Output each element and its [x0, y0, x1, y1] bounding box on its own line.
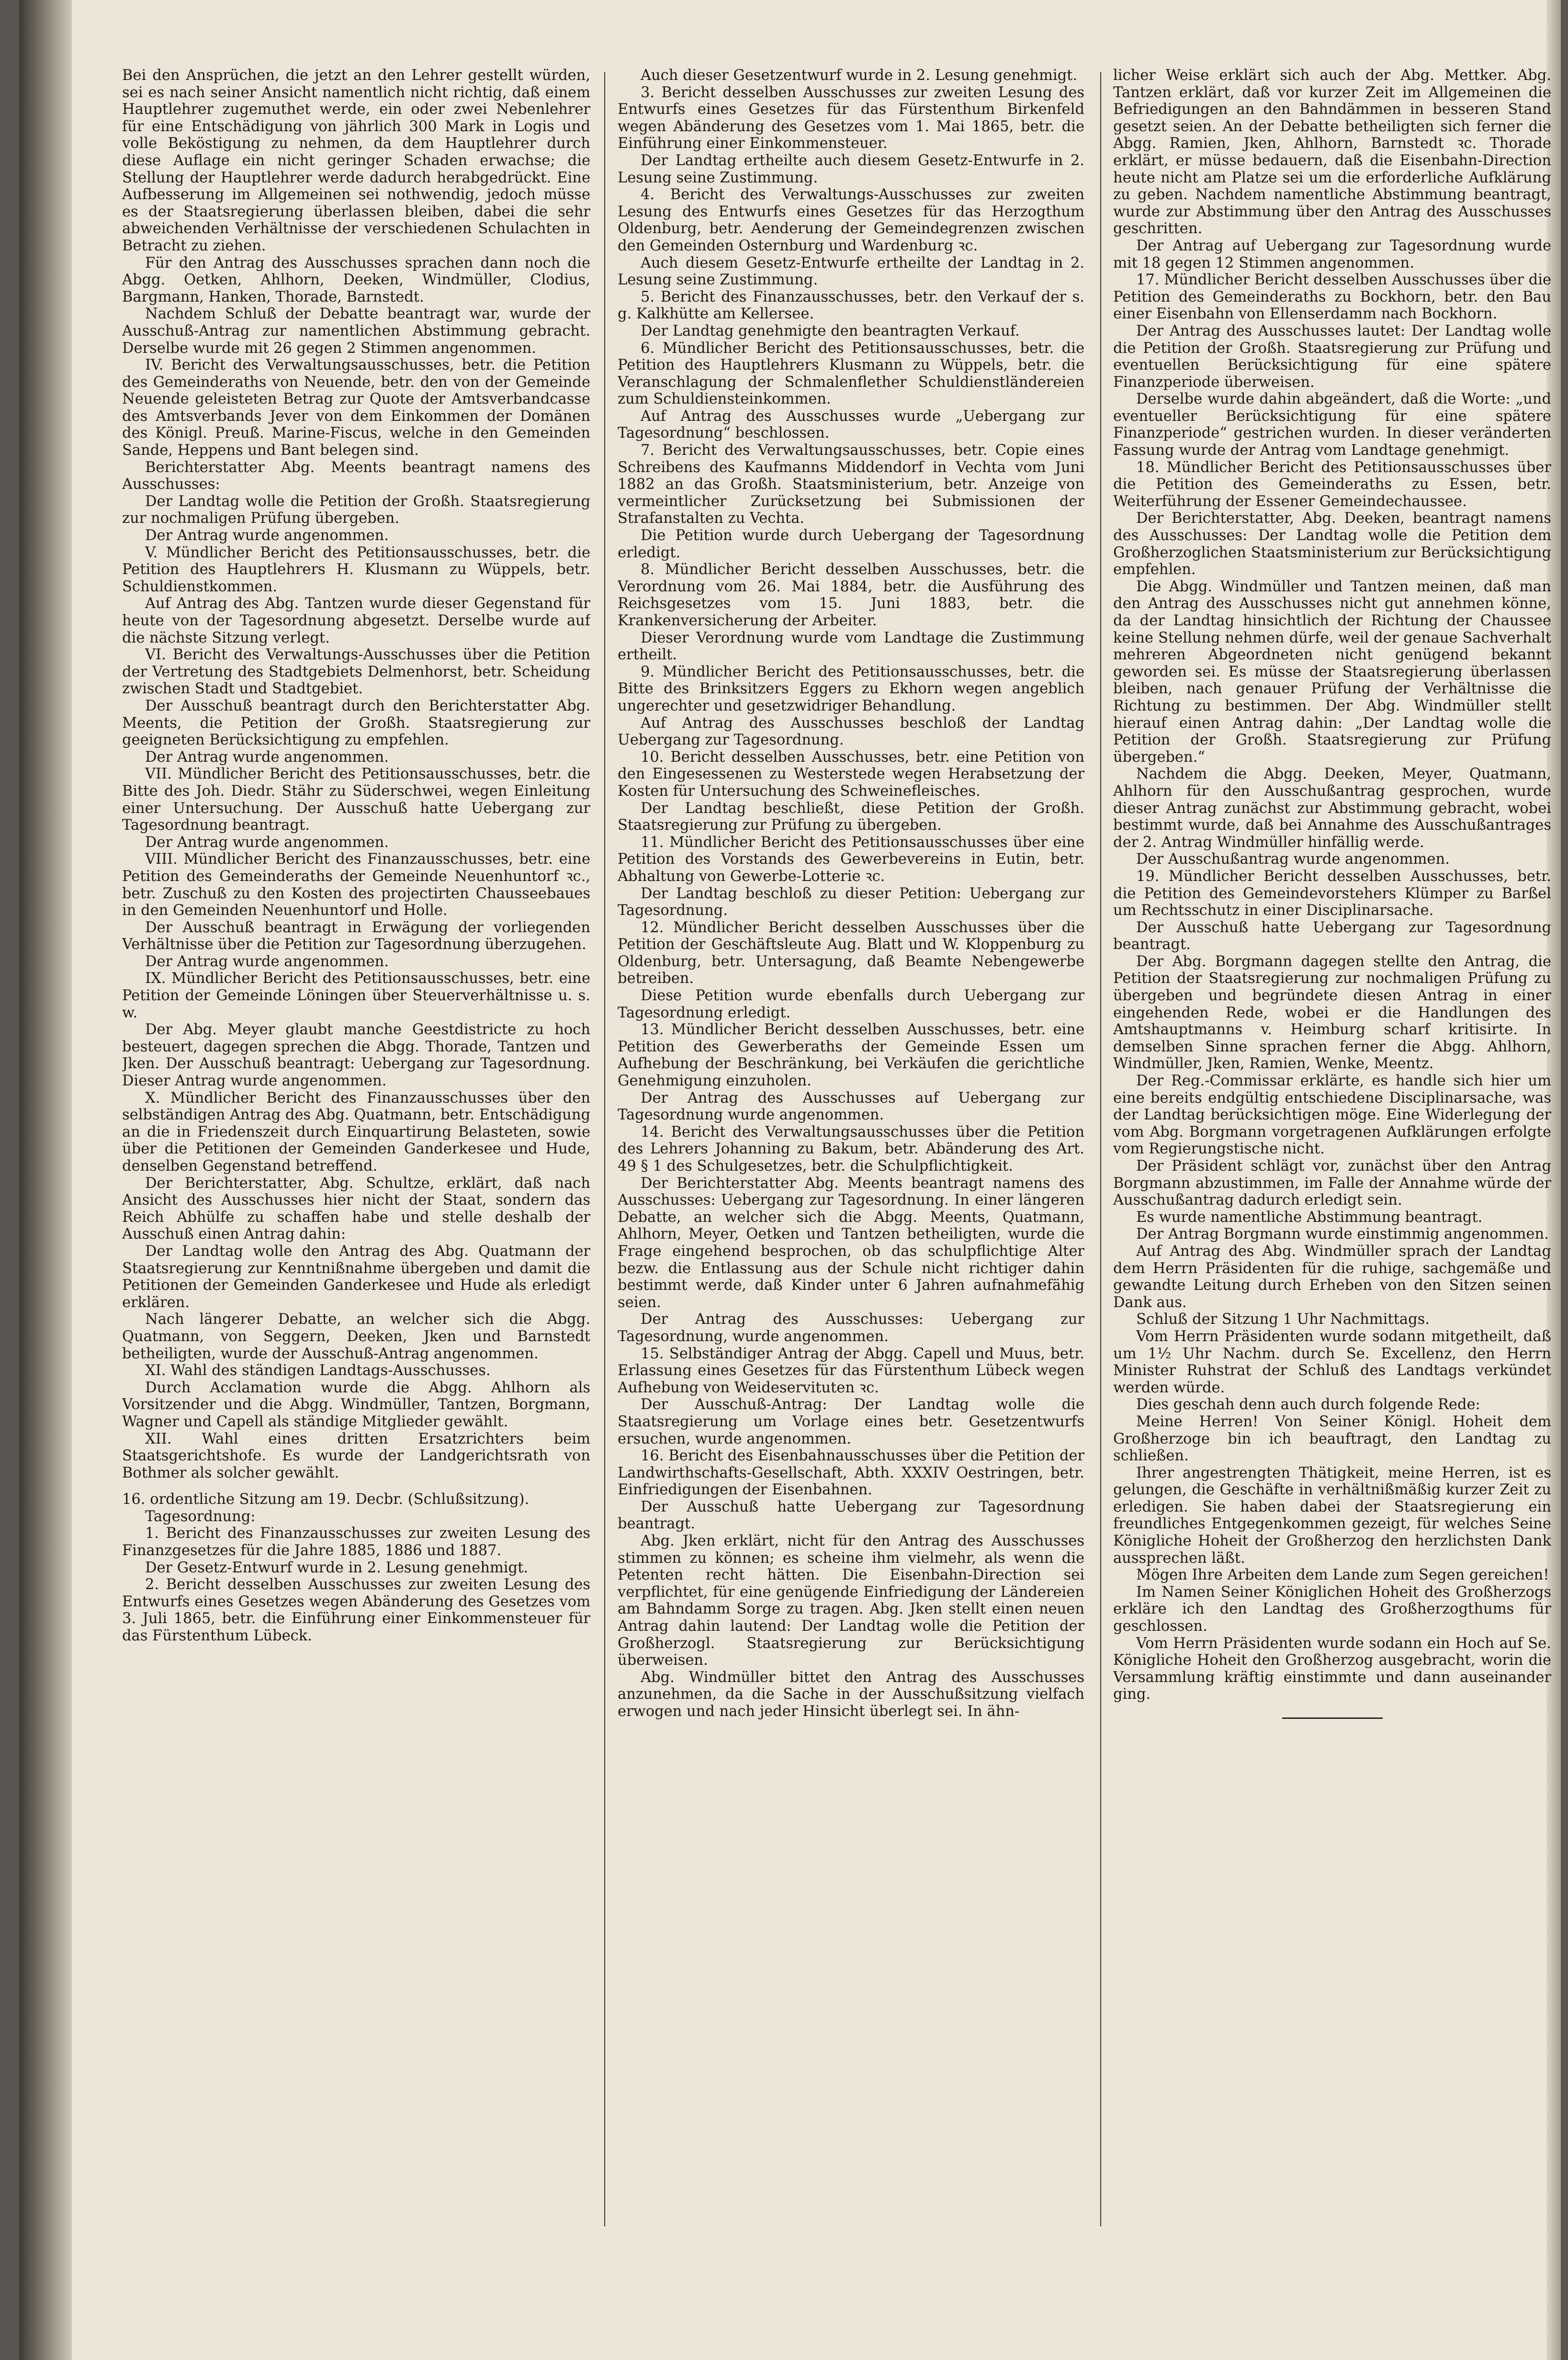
paragraph: Der Ausschußantrag wurde angenommen.	[1136, 851, 1450, 868]
paragraph: Der Antrag Borgmann wurde einstimmig angenommen.	[1136, 1226, 1549, 1243]
paragraph: Der Antrag des Ausschusses lautet: Der Landtag wolle die Petition der Großh. Staatsregierung zur Prüfung und eventuellen Berücksichtigung für eine spätere Finanzperiode überweisen.	[1113, 322, 1551, 391]
paragraph: VIII. Mündlicher Bericht des Finanzausschusses, betr. eine Petition des Gemeinderaths der Gemeinde Neuenhuntorf ꝛc., betr. Zuschuß zu den Kosten des projectirten Chausseebaues in den Gemeinden Neuenhuntorf und Holle.	[122, 851, 590, 919]
paragraph: Nachdem die Abgg. Deeken, Meyer, Quatmann, Ahlhorn für den Ausschußantrag gesprochen, wurde dieser Antrag zunächst zur Abstimmung gebracht, wobei bestimmt wurde, daß bei Annahme des Ausschußantrages der 2. Antrag Windmüller hinfällig werde.	[1113, 766, 1551, 851]
paragraph: Dieser Verordnung wurde vom Landtage die Zustimmung ertheilt.	[618, 629, 1084, 664]
paragraph: Der Antrag wurde angenommen.	[145, 953, 389, 970]
paragraph: 12. Mündlicher Bericht desselben Ausschusses über die Petition der Geschäftsleute Aug. Blatt und W. Kloppenburg zu Oldenburg, betr. Untersagung, daß Beamte Nebengewerbe betreiben.	[618, 919, 1084, 987]
paragraph: Der Präsident schlägt vor, zunächst über den Antrag Borgmann abzustimmen, im Falle der Annahme würde der Ausschußantrag dadurch erledigt sein.	[1113, 1158, 1551, 1209]
paragraph: Im Namen Seiner Königlichen Hoheit des Großherzogs erkläre ich den Landtag des Großherzogthums für geschlossen.	[1113, 1583, 1551, 1635]
paragraph: Abg. Jken erklärt, nicht für den Antrag des Ausschusses stimmen zu können; es scheine ihm vielmehr, als wenn die Petenten recht hätten. Die Eisenbahn-Direction sei verpflichtet, für eine genügende Einfriedigung der Ländereien am Bahndamm Sorge zu tragen. Abg. Jken stellt einen neuen Antrag dahin lautend: Der Landtag wolle die Petition der Großherzogl. Staatsregierung zur Berücksichtigung überweisen.	[618, 1533, 1084, 1669]
paragraph: Vom Herrn Präsidenten wurde sodann ein Hoch auf Se. Königliche Hoheit den Großherzog ausgebracht, worin die Versammlung kräftig einstimmte und dann auseinander ging.	[1113, 1635, 1551, 1703]
paragraph: Dies geschah denn auch durch folgende Rede:	[1136, 1396, 1480, 1413]
column-divider	[604, 72, 605, 2226]
paragraph: Der Antrag des Ausschusses: Uebergang zur Tagesordnung, wurde angenommen.	[618, 1311, 1084, 1345]
paragraph: Der Ausschuß beantragt durch den Berichterstatter Abg. Meents, die Petition der Großh. Staatsregierung zur geeigneten Berücksichtigung zu empfehlen.	[122, 697, 590, 749]
paragraph: Auf Antrag des Abg. Windmüller sprach der Landtag dem Herrn Präsidenten für die ruhige, sachgemäße und gewandte Leitung durch Erheben von den Sitzen seinen Dank aus.	[1113, 1242, 1551, 1311]
text-column-1	[122, 67, 590, 2279]
paragraph: 1. Bericht des Finanzausschusses zur zweiten Lesung des Finanzgesetzes für die Jahre 1885, 1886 und 1887.	[122, 1525, 590, 1559]
paragraph: Auch dieser Gesetzentwurf wurde in 2. Lesung genehmigt.	[641, 67, 1078, 84]
paragraph: XI. Wahl des ständigen Landtags-Ausschusses.	[145, 1362, 491, 1379]
paragraph: VII. Mündlicher Bericht des Petitionsausschusses, betr. die Bitte des Joh. Diedr. Stähr zu Süderschwei, wegen Einleitung einer Untersuchung. Der Ausschuß hatte Uebergang zur Tagesordnung beantragt.	[122, 766, 590, 834]
column-divider	[1100, 72, 1101, 2226]
paragraph: 11. Mündlicher Bericht des Petitionsausschusses über eine Petition des Vorstands des Gewerbevereins in Eutin, betr. Abhaltung von Gewerbe-Lotterie ꝛc.	[618, 834, 1084, 885]
paragraph: Diese Petition wurde ebenfalls durch Uebergang zur Tagesordnung erledigt.	[618, 987, 1084, 1021]
paragraph: Die Petition wurde durch Uebergang der Tagesordnung erledigt.	[618, 527, 1084, 561]
paragraph: Der Ausschuß-Antrag: Der Landtag wolle die Staatsregierung um Vorlage eines betr. Gesetzentwurfs ersuchen, wurde angenommen.	[618, 1396, 1084, 1447]
paragraph: VI. Bericht des Verwaltungs-Ausschusses über die Petition der Vertretung des Stadtgebiets Delmenhorst, betr. Scheidung zwischen Stadt und Stadtgebiet.	[122, 646, 590, 698]
paragraph: Die Abgg. Windmüller und Tantzen meinen, daß man den Antrag des Ausschusses nicht gut annehmen könne, da der Landtag hinsichtlich der Richtung der Chaussee keine Stellung nehmen dürfe, weil der genaue Sachverhalt mehreren Abgeordneten nicht genügend bekannt geworden sei. Es müsse der Staatsregierung überlassen bleiben, nach genauer Prüfung der Verhältnisse die Richtung zu bestimmen. Der Abg. Windmüller stellt hierauf einen Antrag dahin: „Der Landtag wolle die Petition der Großh. Staatsregierung zur Prüfung übergeben.“	[1113, 578, 1551, 766]
newspaper-page	[19, 0, 1561, 2360]
paragraph: 15. Selbständiger Antrag der Abgg. Capell und Muus, betr. Erlassung eines Gesetzes für das Fürstenthum Lübeck wegen Aufhebung von Weideservituten ꝛc.	[618, 1345, 1084, 1396]
paragraph: Der Antrag wurde angenommen.	[145, 748, 389, 766]
paragraph: 14. Bericht des Verwaltungsausschusses über die Petition des Lehrers Johanning zu Bakum, betr. Abänderung des Art. 49 § 1 des Schulgesetzes, betr. die Schulpflichtigkeit.	[618, 1123, 1084, 1174]
paragraph: 5. Bericht des Finanzausschusses, betr. den Verkauf der s. g. Kalkhütte am Kellersee.	[618, 288, 1084, 323]
paragraph: Der Landtag beschloß zu dieser Petition: Uebergang zur Tagesordnung.	[618, 885, 1084, 919]
paragraph: 7. Bericht des Verwaltungsausschusses, betr. Copie eines Schreibens des Kaufmanns Middendorf in Vechta vom Juni 1882 an das Großh. Staatsministerium, betr. Anzeige von vermeintlicher Zurücksetzung bei Submissionen der Strafanstalten zu Vechta.	[618, 442, 1084, 527]
text-column-2	[618, 67, 1084, 2279]
text-column-3	[1113, 67, 1551, 2279]
paragraph: Nach längerer Debatte, an welcher sich die Abgg. Quatmann, von Seggern, Deeken, Jken und Barnstedt betheiligten, wurde der Ausschuß-Antrag angenommen.	[122, 1311, 590, 1362]
paragraph: X. Mündlicher Bericht des Finanzausschusses über den selbständigen Antrag des Abg. Quatmann, betr. Entschädigung an die in Friedenszeit durch Einquartirung Belasteten, sowie über die Petitionen der Gemeinden Ganderkesee und Hude, denselben Gegenstand betreffend.	[122, 1089, 590, 1174]
paragraph: 8. Mündlicher Bericht desselben Ausschusses, betr. die Verordnung vom 26. Mai 1884, betr. die Ausführung des Reichsgesetzes vom 15. Juni 1883, betr. die Krankenversicherung der Arbeiter.	[618, 561, 1084, 629]
paragraph: Derselbe wurde dahin abgeändert, daß die Worte: „und eventueller Berücksichtigung für eine spätere Finanzperiode“ gestrichen wurden. In dieser veränderten Fassung wurde der Antrag vom Landtage genehmigt.	[1113, 391, 1551, 459]
paragraph: Auf Antrag des Ausschusses beschloß der Landtag Uebergang zur Tagesordnung.	[618, 714, 1084, 749]
paragraph: 4. Bericht des Verwaltungs-Ausschusses zur zweiten Lesung des Entwurfs eines Gesetzes für das Herzogthum Oldenburg, betr. Aenderung der Gemeindegrenzen zwischen den Gemeinden Osternburg und Wardenburg ꝛc.	[618, 186, 1084, 254]
paragraph: Vom Herrn Präsidenten wurde sodann mitgetheilt, daß um 1½ Uhr Nachm. durch Se. Excellenz, den Herrn Minister Ruhstrat der Schluß des Landtags verkündet werden würde.	[1113, 1328, 1551, 1396]
paragraph: 10. Bericht desselben Ausschusses, betr. eine Petition von den Eingesessenen zu Westerstede wegen Herabsetzung der Kosten für Untersuchung des Schweinefleisches.	[618, 748, 1084, 800]
paragraph: Der Berichterstatter, Abg. Deeken, beantragt namens des Ausschusses: Der Landtag wolle die Petition dem Großherzoglichen Staatsministerium zur Berücksichtigung empfehlen.	[1113, 510, 1551, 578]
paragraph: Der Gesetz-Entwurf wurde in 2. Lesung genehmigt.	[145, 1559, 529, 1576]
paragraph: Auf Antrag des Abg. Tantzen wurde dieser Gegenstand für heute von der Tagesordnung abgesetzt. Derselbe wurde auf die nächste Sitzung verlegt.	[122, 595, 590, 646]
paragraph: XII. Wahl eines dritten Ersatzrichters beim Staatsgerichtshofe. Es wurde der Landgerichtsrath von Bothmer als solcher gewählt.	[122, 1430, 590, 1481]
paragraph: Der Ausschuß beantragt in Erwägung der vorliegenden Verhältnisse über die Petition zur Tagesordnung überzugehen.	[122, 919, 590, 953]
paragraph: Der Berichterstatter, Abg. Schultze, erklärt, daß nach Ansicht des Ausschusses hier nicht der Staat, sondern das Reich Abhülfe zu schaffen habe und stelle deshalb der Ausschuß einen Antrag dahin:	[122, 1174, 590, 1243]
paragraph: IX. Mündlicher Bericht des Petitionsausschusses, betr. eine Petition der Gemeinde Löningen über Steuerverhältnisse u. s. w.	[122, 970, 590, 1021]
paragraph: 18. Mündlicher Bericht des Petitionsausschusses über die Petition des Gemeinderaths zu Essen, betr. Weiterführung der Essener Gemeindechaussee.	[1113, 459, 1551, 510]
paragraph: Meine Herren! Von Seiner Königl. Hoheit dem Großherzoge bin ich beauftragt, den Landtag zu schließen.	[1113, 1413, 1551, 1465]
paragraph: V. Mündlicher Bericht des Petitionsausschusses, betr. die Petition des Hauptlehrers H. Klusmann zu Wüppels, betr. Schuldienstkommen.	[122, 544, 590, 595]
paragraph: Auf Antrag des Ausschusses wurde „Uebergang zur Tagesordnung“ beschlossen.	[618, 407, 1084, 442]
paragraph: 19. Mündlicher Bericht desselben Ausschusses, betr. die Petition des Gemeindevorstehers Klümper zu Barßel um Rechtsschutz in einer Disciplinarsache.	[1113, 868, 1551, 919]
paragraph: 17. Mündlicher Bericht desselben Ausschusses über die Petition des Gemeinderaths zu Bockhorn, betr. den Bau einer Eisenbahn von Ellenserdamm nach Bockhorn.	[1113, 271, 1551, 323]
paragraph: Abg. Windmüller bittet den Antrag des Ausschusses anzunehmen, da die Sache in der Ausschußsitzung vielfach erwogen und nach jeder Hinsicht überlegt sei. In ähn-	[618, 1669, 1084, 1720]
paragraph: Der Landtag wolle die Petition der Großh. Staatsregierung zur nochmaligen Prüfung übergeben.	[122, 493, 590, 527]
paragraph: Der Antrag auf Uebergang zur Tagesordnung wurde mit 18 gegen 12 Stimmen angenommen.	[1113, 237, 1551, 271]
paragraph: Tagesordnung:	[145, 1508, 256, 1525]
paragraph: Auch diesem Gesetz-Entwurfe ertheilte der Landtag in 2. Lesung seine Zustimmung.	[618, 254, 1084, 289]
paragraph: Ihrer angestrengten Thätigkeit, meine Herren, ist es gelungen, die Geschäfte in verhältnißmäßig kurzer Zeit zu erledigen. Sie haben dabei der Staatsregierung ein freundliches Entgegenkommen gezeigt, für welches Seine Königliche Hoheit der Großherzog den herzlichsten Dank aussprechen läßt.	[1113, 1464, 1551, 1567]
paragraph: Es wurde namentliche Abstimmung beantragt.	[1136, 1208, 1483, 1226]
paragraph: 16. ordentliche Sitzung am 19. Decbr. (Schlußsitzung).	[122, 1491, 530, 1508]
paragraph: Der Ausschuß hatte Uebergang zur Tagesordnung beantragt.	[618, 1498, 1084, 1533]
paragraph: Der Abg. Borgmann dagegen stellte den Antrag, die Petition der Staatsregierung zur nochmaligen Prüfung zu übergeben und begründete diesen Antrag in einer eingehenden Rede, wobei er die Handlungen des Amtshauptmanns v. Heimburg scharf kritisirte. In demselben Sinne sprachen ferner die Abgg. Ahlhorn, Windmüller, Jken, Ramien, Wenke, Meentz.	[1113, 953, 1551, 1073]
paragraph: Der Antrag wurde angenommen.	[145, 834, 389, 851]
end-rule	[1282, 1717, 1383, 1719]
paragraph: Nachdem Schluß der Debatte beantragt war, wurde der Ausschuß-Antrag zur namentlichen Abstimmung gebracht. Derselbe wurde mit 26 gegen 2 Stimmen angenommen.	[122, 305, 590, 357]
book-binding-edge	[19, 0, 72, 2360]
paragraph: Der Berichterstatter Abg. Meents beantragt namens des Ausschusses: Uebergang zur Tagesordnung. In einer längeren Debatte, an welcher sich die Abgg. Meents, Quatmann, Ahlhorn, Meyer, Oetken und Tantzen betheiligten, wurde die Frage eingehend besprochen, ob das schulpflichtige Alter bezw. die Entlassung aus der Schule nicht richtiger dahin bestimmt werde, daß Kinder unter 6 Jahren aufnahmefähig seien.	[618, 1174, 1084, 1311]
paragraph: Mögen Ihre Arbeiten dem Lande zum Segen gereichen!	[1136, 1567, 1549, 1584]
paragraph: Der Landtag wolle den Antrag des Abg. Quatmann der Staatsregierung zur Kenntnißnahme übergeben und damit die Petitionen der Gemeinden Ganderkesee und Hude als erledigt erklären.	[122, 1242, 590, 1311]
paragraph: Der Antrag des Ausschusses auf Uebergang zur Tagesordnung wurde angenommen.	[618, 1089, 1084, 1124]
paragraph: Durch Acclamation wurde die Abgg. Ahlhorn als Vorsitzender und die Abgg. Windmüller, Tantzen, Borgmann, Wagner und Capell als ständige Mitglieder gewählt.	[122, 1379, 590, 1430]
paragraph: Bei den Ansprüchen, die jetzt an den Lehrer gestellt würden, sei es nach seiner Ansicht namentlich nicht richtig, daß einem Hauptlehrer zugemuthet werde, ein oder zwei Nebenlehrer für eine Entschädigung von jährlich 300 Mark in Logis und volle Beköstigung zu nehmen, da dem Hauptlehrer durch diese Auflage ein nicht geringer Schaden erwachse; die Stellung der Hauptlehrer werde dadurch herabgedrückt. Eine Aufbesserung im Allgemeinen sei nothwendig, jedoch müsse es der Staatsregierung überlassen bleiben, dabei die sehr abweichenden Verhältnisse der verschiedenen Schulachten in Betracht zu ziehen.	[122, 67, 590, 254]
paragraph: Berichterstatter Abg. Meents beantragt namens des Ausschusses:	[122, 459, 590, 493]
paragraph: Der Landtag ertheilte auch diesem Gesetz-Entwurfe in 2. Lesung seine Zustimmung.	[618, 152, 1084, 186]
paragraph: Der Abg. Meyer glaubt manche Geestdistricte zu hoch besteuert, dagegen sprechen die Abgg. Thorade, Tantzen und Jken. Der Ausschuß beantragt: Uebergang zur Tagesordnung. Dieser Antrag wurde angenommen.	[122, 1021, 590, 1090]
paragraph: Der Reg.-Commissar erklärte, es handle sich hier um eine bereits endgültig entschiedene Disciplinarsache, was der Landtag berücksichtigen möge. Eine Widerlegung der vom Abg. Borgmann vorgetragenen Aufklärungen erfolgte vom Regierungstische nicht.	[1113, 1073, 1551, 1158]
paragraph: 3. Bericht desselben Ausschusses zur zweiten Lesung des Entwurfs eines Gesetzes für das Fürstenthum Birkenfeld wegen Abänderung des Gesetzes vom 1. Mai 1865, betr. die Einführung einer Einkommensteuer.	[618, 84, 1084, 152]
paragraph: Schluß der Sitzung 1 Uhr Nachmittags.	[1136, 1311, 1430, 1328]
paragraph: 16. Bericht des Eisenbahnausschusses über die Petition der Landwirthschafts-Gesellschaft, Abth. XXXIV Oestringen, betr. Einfriedigungen der Eisenbahnen.	[618, 1447, 1084, 1499]
paragraph: 2. Bericht desselben Ausschusses zur zweiten Lesung des Entwurfs eines Gesetzes wegen Abänderung des Gesetzes vom 3. Juli 1865, betr. die Einführung einer Einkommensteuer für das Fürstenthum Lübeck.	[122, 1576, 590, 1645]
paragraph: Der Landtag genehmigte den beantragten Verkauf.	[641, 322, 1020, 339]
paragraph: Der Landtag beschließt, diese Petition der Großh. Staatsregierung zur Prüfung zu übergeben.	[618, 800, 1084, 834]
paragraph: Der Ausschuß hatte Uebergang zur Tagesordnung beantragt.	[1113, 919, 1551, 953]
paragraph: Der Antrag wurde angenommen.	[145, 527, 389, 544]
paragraph: Für den Antrag des Ausschusses sprachen dann noch die Abgg. Oetken, Ahlhorn, Deeken, Windmüller, Clodius, Bargmann, Hanken, Thorade, Barnstedt.	[122, 254, 590, 305]
paragraph: 13. Mündlicher Bericht desselben Ausschusses, betr. eine Petition des Gewerberaths der Gemeinde Essen um Aufhebung der Beschränkung, bei Verkäufen die gerichtliche Genehmigung einzuholen.	[618, 1021, 1084, 1090]
paragraph: 6. Mündlicher Bericht des Petitionsausschusses, betr. die Petition des Hauptlehrers Klusmann zu Wüppels, betr. die Veranschlagung der Schmalenflether Schuldienstländereien zum Schuldiensteinkommen.	[618, 339, 1084, 408]
paragraph: 9. Mündlicher Bericht des Petitionsausschusses, betr. die Bitte des Brinksitzers Eggers zu Ekhorn wegen angeblich ungerechter und gesetzwidriger Behandlung.	[618, 663, 1084, 714]
paragraph: licher Weise erklärt sich auch der Abg. Mettker. Abg. Tantzen erklärt, daß vor kurzer Zeit im Allgemeinen die Befriedigungen an den Bahndämmen in besseren Stand gesetzt seien. An der Debatte betheiligten sich ferner die Abgg. Ramien, Jken, Ahlhorn, Barnstedt ꝛc. Thorade erklärt, er müsse bedauern, daß die Eisenbahn-Direction heute nicht am Platze sei um die erforderliche Aufklärung zu geben. Nachdem namentliche Abstimmung beantragt, wurde zur Abstimmung über den Antrag des Ausschusses geschritten.	[1113, 67, 1551, 237]
paragraph: IV. Bericht des Verwaltungsausschusses, betr. die Petition des Gemeinderaths von Neuende, betr. den von der Gemeinde Neuende geleisteten Betrag zur Quote der Amtsverbandcasse des Amtsverbands Jever von dem Einkommen der Domänen des Königl. Preuß. Marine-Fiscus, welche in den Gemeinden Sande, Heppens und Bant belegen sind.	[122, 357, 590, 459]
